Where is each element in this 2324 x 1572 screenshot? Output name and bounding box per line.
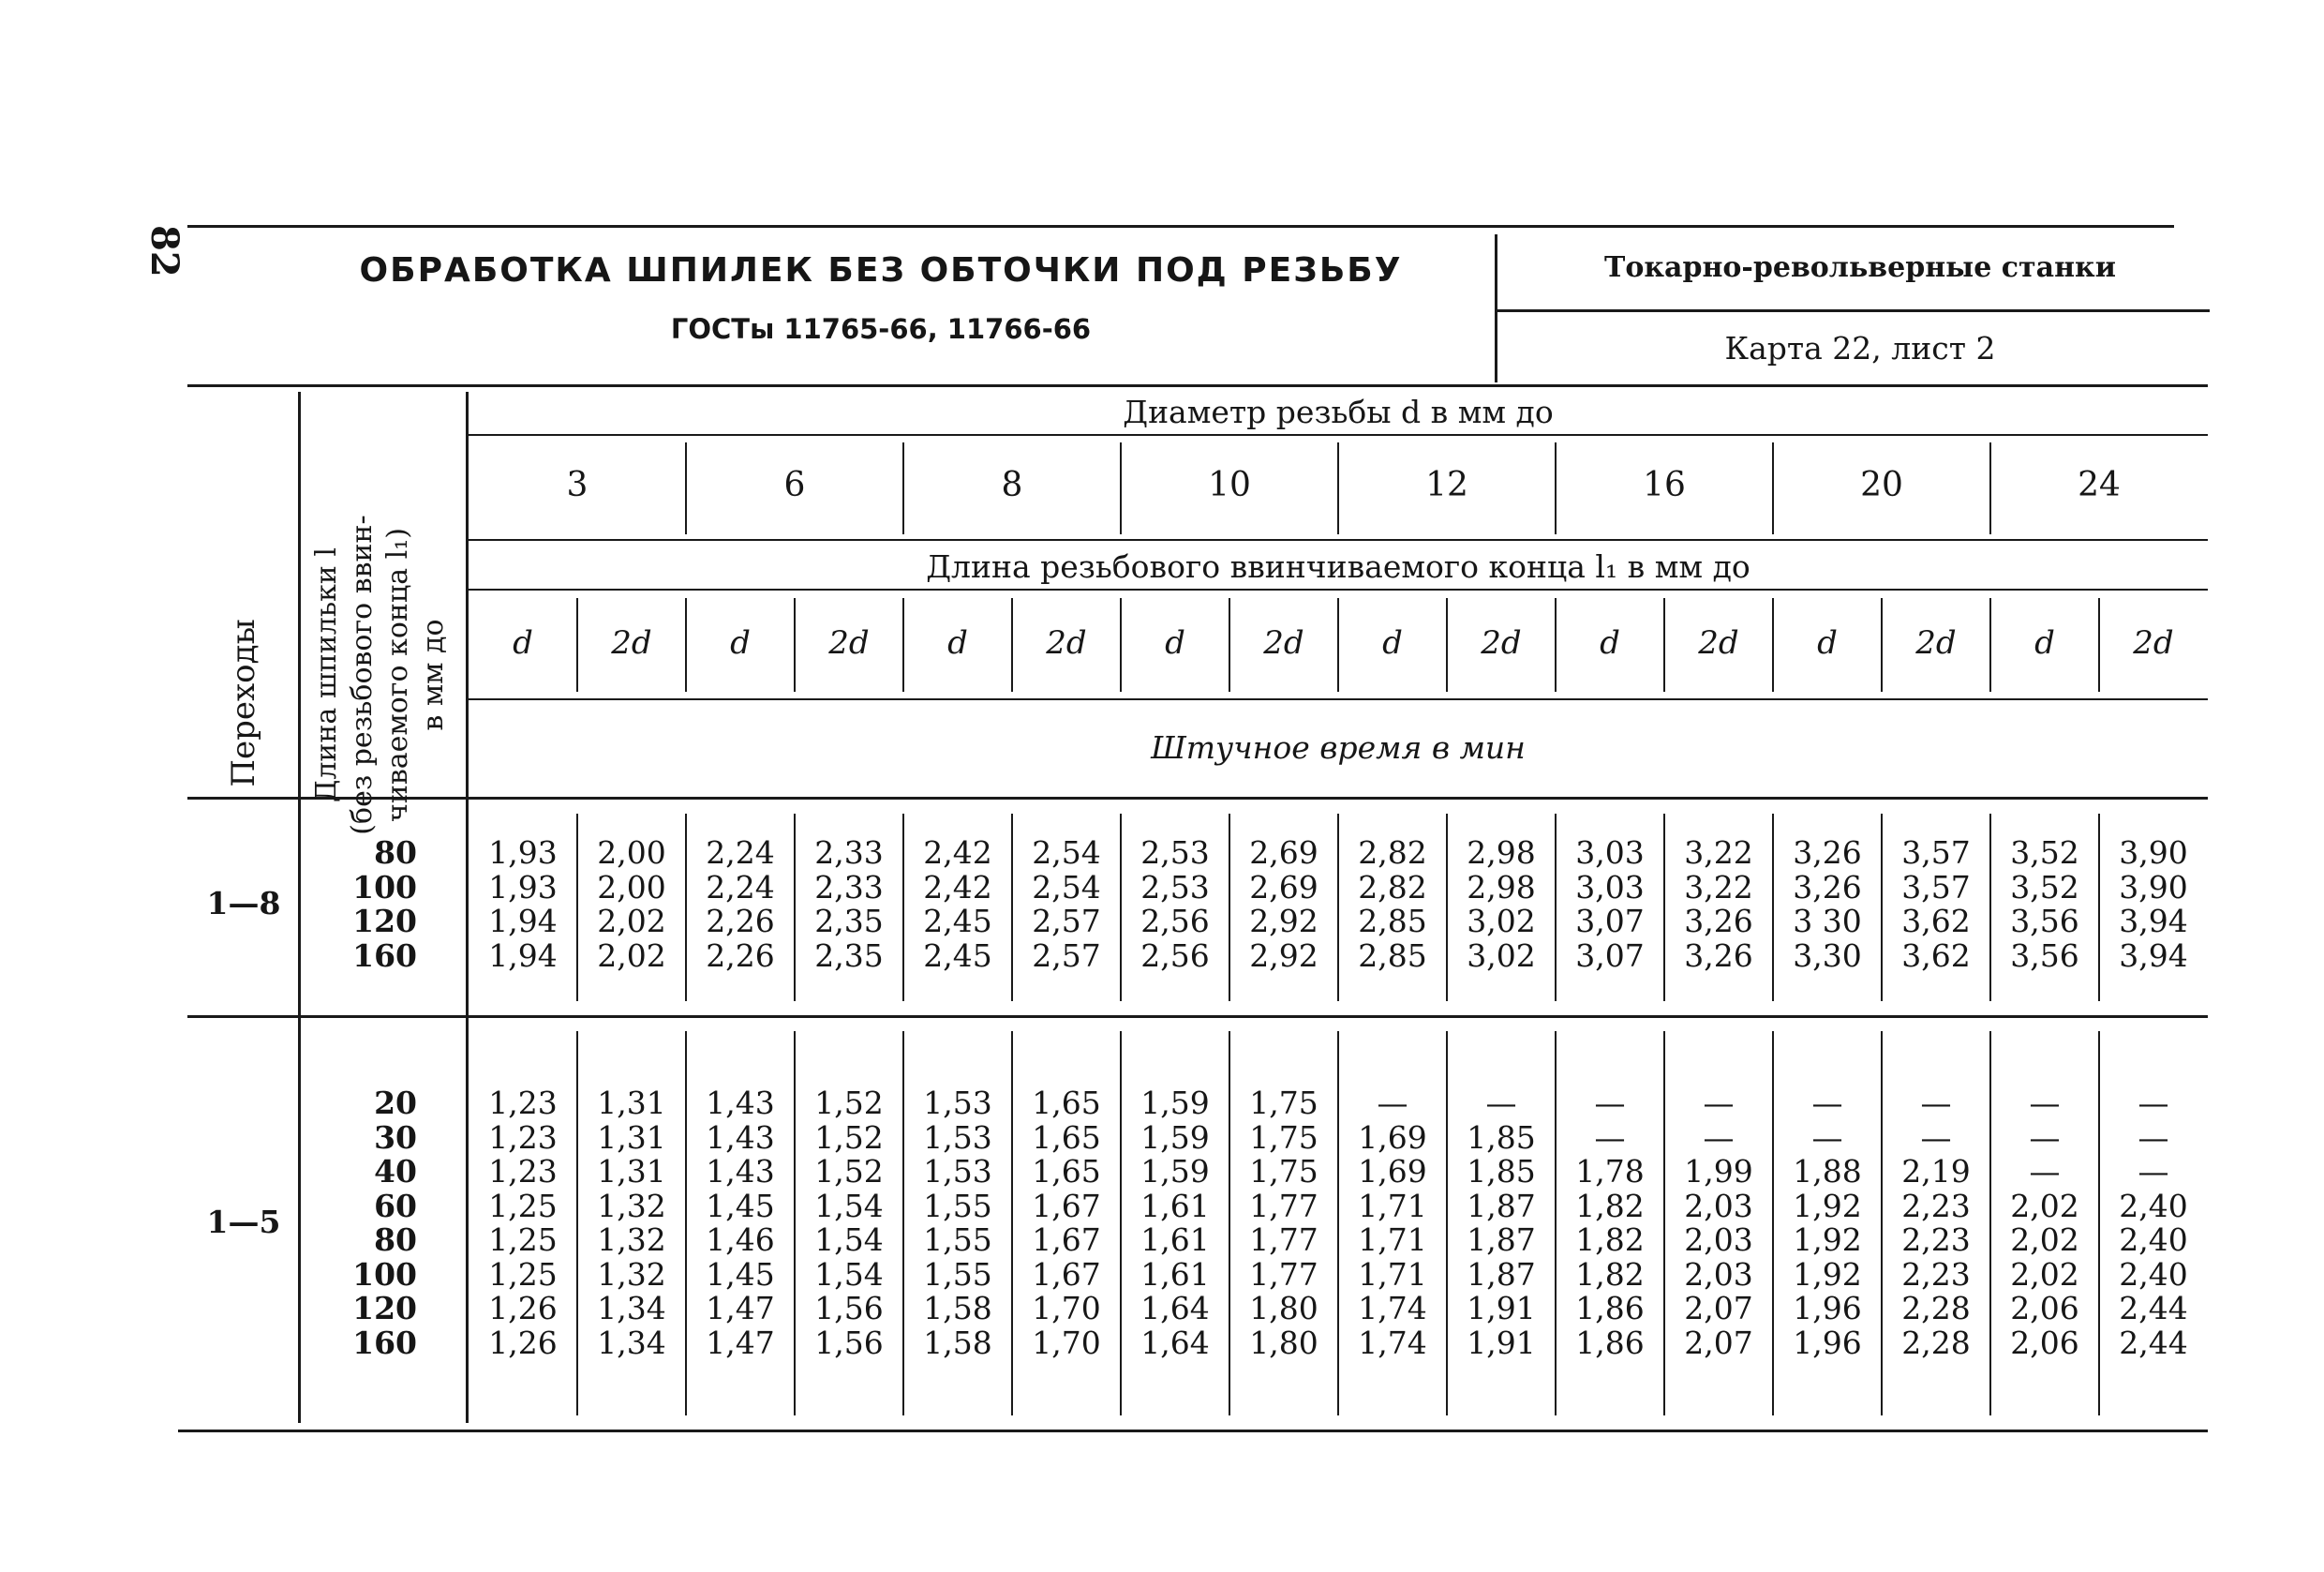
time-cell: 2,92 — [1249, 903, 1318, 939]
time-cell: 3,62 — [1901, 936, 1971, 974]
time-cell: 1,87 — [1467, 1187, 1536, 1224]
subcol-divider — [902, 598, 904, 692]
time-cell: 1,43 — [706, 1118, 775, 1156]
transitions-value: 1—8 — [206, 885, 281, 921]
time-cell: 2,82 — [1358, 868, 1427, 906]
time-cell: 1,67 — [1032, 1255, 1101, 1293]
time-cell: — — [1703, 1118, 1735, 1156]
time-cell: 1,88 — [1793, 1153, 1862, 1190]
time-cell: 1,59 — [1140, 1153, 1210, 1190]
subcol-label: 2d — [828, 624, 870, 662]
time-cell: — — [1920, 1085, 1952, 1121]
time-cell: 2,33 — [814, 868, 884, 906]
time-cell: 1,65 — [1032, 1118, 1101, 1156]
time-cell: 1,31 — [597, 1153, 666, 1190]
subcol-label: d — [1165, 624, 1185, 662]
length-value: 120 — [352, 903, 417, 939]
time-header: Штучное время в мин — [1151, 729, 1526, 766]
document-title: ОБРАБОТКА ШПИЛЕК БЕЗ ОБТОЧКИ ПОД РЕЗЬБУ — [359, 251, 1403, 290]
time-cell: 1,75 — [1249, 1153, 1318, 1190]
time-cell: 2,02 — [597, 903, 666, 939]
time-cell: 1,69 — [1358, 1153, 1427, 1190]
time-cell: 1,91 — [1467, 1324, 1536, 1361]
time-cell: 3,26 — [1793, 868, 1862, 906]
time-cell: — — [1594, 1118, 1626, 1156]
time-cell: 2,44 — [2119, 1324, 2188, 1361]
time-cell: 3,02 — [1467, 903, 1536, 939]
time-cell: 1,43 — [706, 1085, 775, 1121]
time-cell: 2,00 — [597, 868, 666, 906]
length-header-line: в мм до — [417, 619, 450, 731]
diameter-divider — [685, 442, 687, 534]
length-header-line: (без резьбового ввин- — [346, 515, 379, 835]
time-cell: 3,56 — [2010, 936, 2079, 974]
time-cell: 1,64 — [1140, 1324, 1210, 1361]
subcol-label: d — [730, 624, 751, 662]
time-cell: — — [2138, 1085, 2169, 1121]
time-cell: 1,47 — [706, 1324, 775, 1361]
table-top-rule — [187, 384, 2208, 387]
time-cell: — — [2138, 1153, 2169, 1190]
time-cell: 1,94 — [488, 936, 558, 974]
time-cell: 1,32 — [597, 1221, 666, 1258]
subcol-divider — [1337, 598, 1339, 692]
time-cell: 2,23 — [1901, 1221, 1971, 1258]
time-cell: 1,70 — [1032, 1324, 1101, 1361]
subcol-divider — [685, 598, 687, 692]
time-cell: 1,25 — [488, 1221, 558, 1258]
time-cell: 1,67 — [1032, 1187, 1101, 1224]
thread-length-header: Длина резьбового ввинчиваемого конца l₁ в мм до — [926, 548, 1750, 585]
time-cell: 2,54 — [1032, 834, 1101, 871]
time-cell: 2,45 — [923, 903, 992, 939]
transitions-value: 1—5 — [206, 1204, 281, 1240]
subcol-divider — [1011, 598, 1013, 692]
subcol-label: d — [1817, 624, 1838, 662]
time-cell: 2,57 — [1032, 936, 1101, 974]
time-cell: 1,25 — [488, 1255, 558, 1293]
time-cell: 3,90 — [2119, 868, 2188, 906]
time-cell: 1,45 — [706, 1255, 775, 1293]
time-cell: — — [1920, 1118, 1952, 1156]
time-cell: 3,26 — [1793, 834, 1862, 871]
subcol-label: 2d — [1915, 624, 1957, 662]
subcol-label: 2d — [611, 624, 652, 662]
time-cell: 3,26 — [1684, 903, 1753, 939]
subcol-divider — [1772, 598, 1774, 692]
time-cell: 1,77 — [1249, 1255, 1318, 1293]
time-cell: 2,06 — [2010, 1290, 2079, 1326]
time-cell: 1,74 — [1358, 1290, 1427, 1326]
time-cell: 3,07 — [1575, 936, 1645, 974]
time-cell: 1,54 — [814, 1255, 884, 1293]
time-cell: 1,80 — [1249, 1324, 1318, 1361]
time-cell: 1,54 — [814, 1221, 884, 1258]
time-cell: 1,26 — [488, 1290, 558, 1326]
length-value: 80 — [374, 834, 417, 871]
subcol-label: 2d — [1698, 624, 1739, 662]
time-cell: 1,93 — [488, 868, 558, 906]
time-cell: 2,54 — [1032, 868, 1101, 906]
subcol-divider — [1881, 598, 1883, 692]
subcol-label: d — [513, 624, 533, 662]
time-cell: 1,31 — [597, 1118, 666, 1156]
time-cell: 1,55 — [923, 1187, 992, 1224]
time-cell: 1,69 — [1358, 1118, 1427, 1156]
time-cell: 2,07 — [1684, 1324, 1753, 1361]
time-cell: 1,32 — [597, 1255, 666, 1293]
time-cell: 3,22 — [1684, 868, 1753, 906]
diameter-divider — [1555, 442, 1557, 534]
table-bottom-rule — [178, 1430, 2208, 1432]
time-cell: 1,65 — [1032, 1085, 1101, 1121]
time-cell: 2,69 — [1249, 868, 1318, 906]
time-cell: 3,94 — [2119, 936, 2188, 974]
machine-type: Токарно-револьверные станки — [1604, 251, 2116, 284]
time-cell: 1,52 — [814, 1153, 884, 1190]
time-cell: 2,85 — [1358, 903, 1427, 939]
time-cell: 3,52 — [2010, 834, 2079, 871]
time-cell: 1,77 — [1249, 1221, 1318, 1258]
diameter-value: 16 — [1643, 466, 1686, 504]
time-cell: 1,92 — [1793, 1255, 1862, 1293]
time-cell: 3,57 — [1901, 834, 1971, 871]
time-cell: 2,40 — [2119, 1255, 2188, 1293]
time-cell: 1,56 — [814, 1324, 884, 1361]
subcol-label: d — [1600, 624, 1620, 662]
time-cell: — — [1811, 1118, 1843, 1156]
diameter-divider — [1120, 442, 1122, 534]
time-cell: 3,07 — [1575, 903, 1645, 939]
time-cell: 1,61 — [1140, 1221, 1210, 1258]
length-value: 160 — [352, 936, 417, 974]
time-cell: 3,22 — [1684, 834, 1753, 871]
document-subtitle: ГОСТы 11765-66, 11766-66 — [670, 313, 1092, 345]
time-cell: 3,94 — [2119, 903, 2188, 939]
time-cell: 1,91 — [1467, 1290, 1536, 1326]
time-cell: 1,26 — [488, 1324, 558, 1361]
diameter-value: 8 — [1001, 466, 1023, 504]
length-value: 30 — [374, 1118, 417, 1156]
subcol-divider — [1663, 598, 1665, 692]
diameter-divider — [1772, 442, 1774, 534]
diameter-value: 12 — [1425, 466, 1468, 504]
time-cell: 1,85 — [1467, 1153, 1536, 1190]
time-cell: 2,35 — [814, 903, 884, 939]
subcol-label: 2d — [1263, 624, 1304, 662]
diameter-value: 3 — [566, 466, 588, 504]
time-cell: 1,82 — [1575, 1187, 1645, 1224]
time-cell: 2,03 — [1684, 1187, 1753, 1224]
time-cell: — — [2029, 1118, 2061, 1156]
time-cell: 1,45 — [706, 1187, 775, 1224]
length-header-line: Длина шпильки l — [310, 547, 343, 803]
length-header-line: чиваемого конца l₁) — [381, 528, 414, 822]
time-cell: 1,43 — [706, 1153, 775, 1190]
time-cell: 1,92 — [1793, 1221, 1862, 1258]
time-cell: — — [2029, 1085, 2061, 1121]
time-cell: 1,78 — [1575, 1153, 1645, 1190]
subcols-rule — [469, 698, 2208, 700]
time-cell: 1,70 — [1032, 1290, 1101, 1326]
time-cell: 1,77 — [1249, 1187, 1318, 1224]
time-cell: 3,03 — [1575, 868, 1645, 906]
time-cell: 1,59 — [1140, 1085, 1210, 1121]
time-cell: 1,23 — [488, 1153, 558, 1190]
time-cell: 2,82 — [1358, 834, 1427, 871]
time-cell: 1,96 — [1793, 1290, 1862, 1326]
time-cell: 1,55 — [923, 1221, 992, 1258]
length-header-text — [309, 478, 459, 872]
time-cell: 1,61 — [1140, 1255, 1210, 1293]
time-cell: 2,56 — [1140, 903, 1210, 939]
time-cell: 1,47 — [706, 1290, 775, 1326]
time-cell: 2,33 — [814, 834, 884, 871]
time-cell: 2,42 — [923, 834, 992, 871]
time-cell: 1,53 — [923, 1118, 992, 1156]
time-cell: 1,23 — [488, 1118, 558, 1156]
time-cell: 3,90 — [2119, 834, 2188, 871]
time-cell: 1,92 — [1793, 1187, 1862, 1224]
subcol-label: d — [1382, 624, 1403, 662]
top-rule — [187, 225, 2174, 228]
card-label: Карта 22, лист 2 — [1724, 330, 1996, 367]
subcol-divider — [576, 598, 578, 692]
time-cell: 1,75 — [1249, 1118, 1318, 1156]
subcol-divider — [1229, 598, 1230, 692]
diameter-values-rule — [469, 539, 2208, 541]
time-cell: 3,57 — [1901, 868, 1971, 906]
diameter-value: 24 — [2078, 466, 2121, 504]
time-cell: 1,74 — [1358, 1324, 1427, 1361]
page-number: 82 — [142, 225, 186, 277]
time-cell: 2,69 — [1249, 834, 1318, 871]
time-cell: 1,58 — [923, 1324, 992, 1361]
time-cell: 1,80 — [1249, 1290, 1318, 1326]
time-cell: 2,35 — [814, 936, 884, 974]
time-cell: 3,03 — [1575, 834, 1645, 871]
time-cell: 2,02 — [2010, 1187, 2079, 1224]
time-cell: 2,92 — [1249, 936, 1318, 974]
time-cell: 2,03 — [1684, 1221, 1753, 1258]
length-value: 100 — [352, 1255, 417, 1293]
time-cell: 2,02 — [2010, 1221, 2079, 1258]
time-cell: 2,24 — [706, 868, 775, 906]
time-cell: 1,82 — [1575, 1221, 1645, 1258]
time-cell: 1,53 — [923, 1153, 992, 1190]
subcol-label: d — [2034, 624, 2055, 662]
time-cell: 1,52 — [814, 1085, 884, 1121]
time-cell: 2,28 — [1901, 1290, 1971, 1326]
time-cell: 2,26 — [706, 936, 775, 974]
time-cell: 3,56 — [2010, 903, 2079, 939]
time-cell: 1,86 — [1575, 1290, 1645, 1326]
subcol-divider — [1555, 598, 1557, 692]
time-cell: 2,23 — [1901, 1255, 1971, 1293]
time-cell: 1,93 — [488, 834, 558, 871]
time-cell: — — [2029, 1153, 2061, 1190]
time-cell: 1,59 — [1140, 1118, 1210, 1156]
time-cell: 1,23 — [488, 1085, 558, 1121]
time-cell: 2,56 — [1140, 936, 1210, 974]
time-cell: 1,71 — [1358, 1221, 1427, 1258]
time-cell: 1,71 — [1358, 1255, 1427, 1293]
time-cell: 1,96 — [1793, 1324, 1862, 1361]
length-value: 160 — [352, 1324, 417, 1361]
time-cell: 1,54 — [814, 1187, 884, 1224]
time-cell: 2,24 — [706, 834, 775, 871]
time-cell: 2,57 — [1032, 903, 1101, 939]
time-cell: 1,64 — [1140, 1290, 1210, 1326]
thread-length-rule — [469, 589, 2208, 591]
time-cell: — — [1485, 1085, 1517, 1121]
time-cell: 3,26 — [1684, 936, 1753, 974]
subcol-divider — [1446, 598, 1448, 692]
time-cell: 2,00 — [597, 834, 666, 871]
length-value: 100 — [352, 868, 417, 906]
time-cell: 1,34 — [597, 1290, 666, 1326]
time-cell: 2,40 — [2119, 1187, 2188, 1224]
time-cell: 2,44 — [2119, 1290, 2188, 1326]
time-cell: 1,52 — [814, 1118, 884, 1156]
time-cell: — — [1811, 1085, 1843, 1121]
diameter-header-rule — [469, 434, 2208, 436]
length-value: 60 — [374, 1187, 417, 1224]
time-cell: 1,85 — [1467, 1118, 1536, 1156]
diameter-divider — [902, 442, 904, 534]
diameter-value: 6 — [783, 466, 806, 504]
time-cell: 2,03 — [1684, 1255, 1753, 1293]
time-cell: 1,46 — [706, 1221, 775, 1258]
subcol-label: 2d — [1046, 624, 1087, 662]
time-cell: 2,19 — [1901, 1153, 1971, 1190]
time-cell: 1,67 — [1032, 1221, 1101, 1258]
subcol-label: 2d — [1481, 624, 1522, 662]
time-cell: 1,25 — [488, 1187, 558, 1224]
time-cell: 3 30 — [1793, 903, 1862, 939]
time-cell: 2,26 — [706, 903, 775, 939]
col-divider-transitions — [298, 392, 301, 1423]
length-value: 20 — [374, 1085, 417, 1121]
time-cell: 2,28 — [1901, 1324, 1971, 1361]
time-cell: 2,06 — [2010, 1324, 2079, 1361]
time-cell: 1,31 — [597, 1085, 666, 1121]
time-cell: 3,62 — [1901, 903, 1971, 939]
diameter-divider — [1989, 442, 1991, 534]
group-separator — [187, 1015, 2208, 1018]
time-cell: 1,65 — [1032, 1153, 1101, 1190]
diameter-header: Диаметр резьбы d в мм до — [1123, 394, 1554, 430]
time-cell: 2,53 — [1140, 868, 1210, 906]
time-cell: 1,61 — [1140, 1187, 1210, 1224]
time-cell: 3,52 — [2010, 868, 2079, 906]
time-cell: 2,23 — [1901, 1187, 1971, 1224]
time-cell: — — [1703, 1085, 1735, 1121]
time-cell: 2,07 — [1684, 1290, 1753, 1326]
time-cell: 1,87 — [1467, 1255, 1536, 1293]
time-cell: 1,53 — [923, 1085, 992, 1121]
time-cell: 2,98 — [1467, 834, 1536, 871]
length-value: 80 — [374, 1221, 417, 1258]
diameter-value: 10 — [1208, 466, 1251, 504]
time-cell: 1,56 — [814, 1290, 884, 1326]
time-cell: 2,02 — [597, 936, 666, 974]
time-cell: 1,55 — [923, 1255, 992, 1293]
time-cell: 2,85 — [1358, 936, 1427, 974]
time-cell: 1,32 — [597, 1187, 666, 1224]
subcol-divider — [1989, 598, 1991, 692]
time-cell: 3,30 — [1793, 936, 1862, 974]
time-cell: 1,34 — [597, 1324, 666, 1361]
length-value: 40 — [374, 1153, 417, 1190]
time-cell: — — [1594, 1085, 1626, 1121]
header-bottom-rule — [187, 797, 2208, 800]
time-cell: 1,71 — [1358, 1187, 1427, 1224]
time-cell: 1,58 — [923, 1290, 992, 1326]
time-cell: 2,02 — [2010, 1255, 2079, 1293]
machine-rule — [1497, 309, 2210, 312]
title-divider — [1495, 234, 1497, 382]
time-cell: 2,53 — [1140, 834, 1210, 871]
time-cell: 2,45 — [923, 936, 992, 974]
time-cell: 1,82 — [1575, 1255, 1645, 1293]
diameter-divider — [1337, 442, 1339, 534]
subcol-divider — [1120, 598, 1122, 692]
diameter-value: 20 — [1860, 466, 1903, 504]
time-cell: 1,94 — [488, 903, 558, 939]
time-cell: — — [2138, 1118, 2169, 1156]
subcol-label: d — [947, 624, 968, 662]
time-cell: — — [1377, 1085, 1408, 1121]
time-cell: 2,40 — [2119, 1221, 2188, 1258]
subcol-label: 2d — [2133, 624, 2174, 662]
time-cell: 2,98 — [1467, 868, 1536, 906]
time-cell: 2,42 — [923, 868, 992, 906]
time-cell: 3,02 — [1467, 936, 1536, 974]
time-cell: 1,86 — [1575, 1324, 1645, 1361]
subcol-divider — [2098, 598, 2100, 692]
time-cell: 1,75 — [1249, 1085, 1318, 1121]
length-value: 120 — [352, 1290, 417, 1326]
time-cell: 1,99 — [1684, 1153, 1753, 1190]
time-cell: 1,87 — [1467, 1221, 1536, 1258]
col-transitions-header: Переходы — [225, 619, 262, 787]
subcol-divider — [794, 598, 796, 692]
